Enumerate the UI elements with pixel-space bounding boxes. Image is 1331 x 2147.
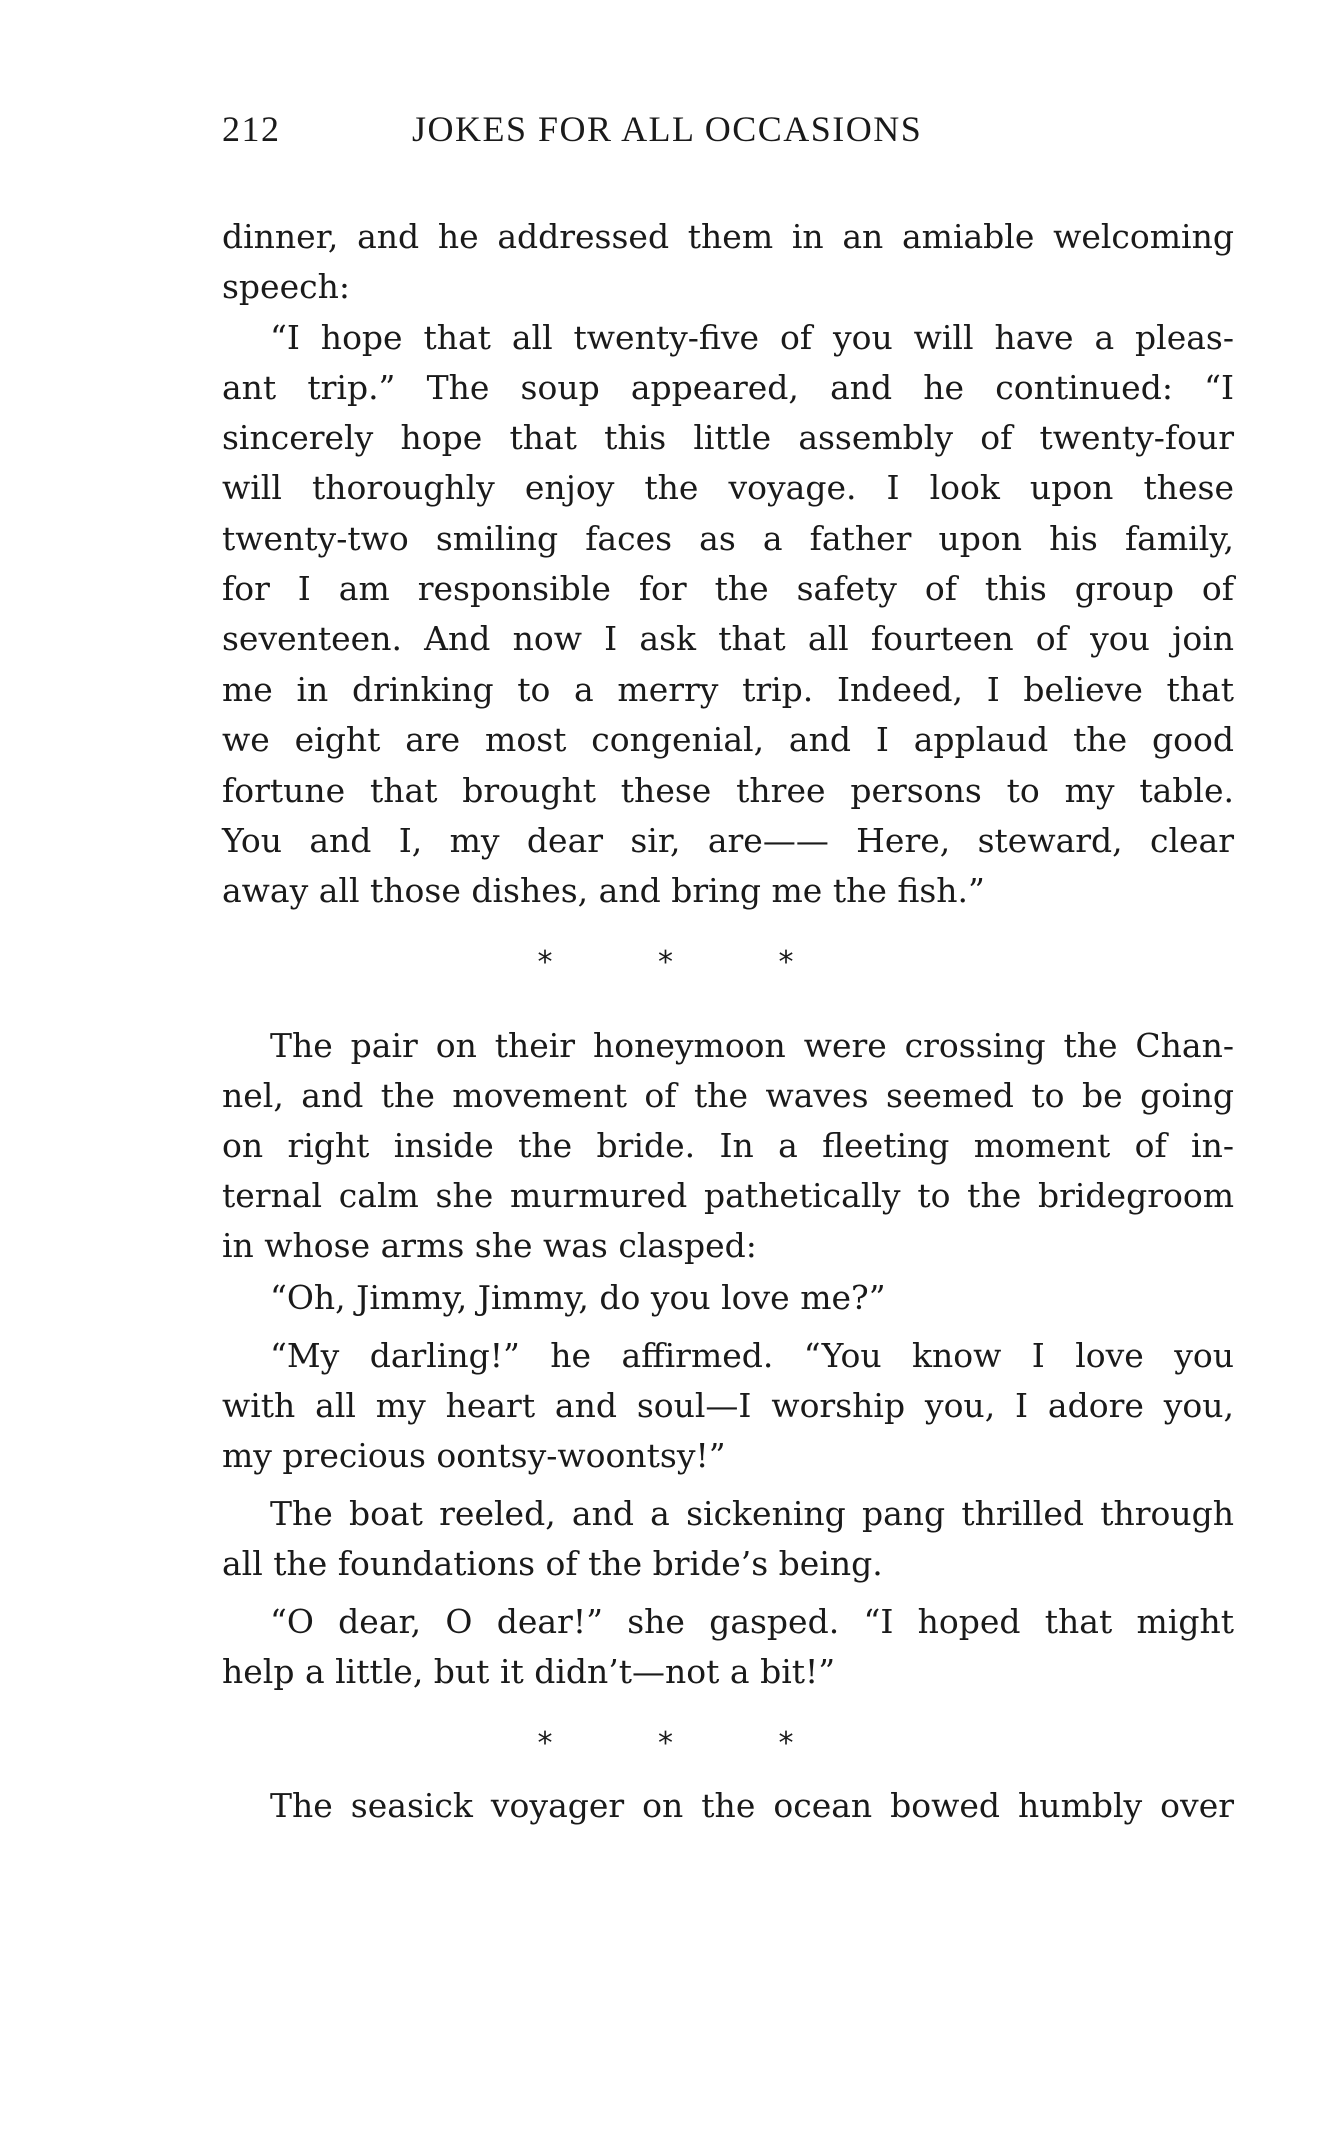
- text-line: with all my heart and soul—I worship you, I adore you,: [222, 1386, 1234, 1425]
- page-header: [222, 108, 1234, 152]
- text-line: all the foundations of the bride’s being.: [222, 1544, 883, 1583]
- text-line: my precious oontsy-woontsy!”: [222, 1436, 726, 1475]
- text-line: will thoroughly enjoy the voyage. I look upon these: [222, 468, 1234, 507]
- text-line: The seasick voyager on the ocean bowed humbly over: [270, 1786, 1234, 1825]
- text-line: “O dear, O dear!” she gasped. “I hoped that might: [270, 1602, 1234, 1641]
- text-line: in whose arms she was clasped:: [222, 1226, 757, 1265]
- text-line: “I hope that all twenty-five of you will have a pleas-: [270, 318, 1234, 357]
- text-line: You and I, my dear sir, are—— Here, steward, clear: [222, 821, 1234, 860]
- text-line: The boat reeled, and a sickening pang thrilled through: [270, 1494, 1234, 1533]
- text-line: nel, and the movement of the waves seemed to be going: [222, 1076, 1234, 1115]
- text-line: we eight are most congenial, and I applaud the good: [222, 720, 1234, 759]
- page-number: 212: [222, 109, 281, 149]
- text-line: seventeen. And now I ask that all fourteen of you join: [222, 619, 1234, 658]
- text-line: sincerely hope that this little assembly of twenty-four: [222, 418, 1234, 457]
- section-separator: * * *: [537, 1726, 842, 1761]
- text-line: “My darling!” he affirmed. “You know I love you: [270, 1336, 1234, 1375]
- text-line: me in drinking to a merry trip. Indeed, I believe that: [222, 670, 1234, 709]
- text-line: fortune that brought these three persons to my table.: [222, 771, 1234, 810]
- text-line: “Oh, Jimmy, Jimmy, do you love me?”: [270, 1278, 886, 1317]
- running-title: JOKES FOR ALL OCCASIONS: [412, 109, 923, 149]
- text-line: speech:: [222, 267, 350, 306]
- section-separator: * * *: [537, 945, 842, 980]
- text-line: The pair on their honeymoon were crossing the Chan-: [270, 1026, 1234, 1065]
- text-line: for I am responsible for the safety of this group of: [222, 569, 1234, 608]
- text-line: away all those dishes, and bring me the fish.”: [222, 871, 985, 910]
- text-line: ant trip.” The soup appeared, and he continued: “I: [222, 368, 1234, 407]
- text-line: on right inside the bride. In a fleeting moment of in-: [222, 1126, 1234, 1165]
- text-line: help a little, but it didn’t—not a bit!”: [222, 1652, 836, 1691]
- text-line: ternal calm she murmured pathetically to the bridegroom: [222, 1176, 1234, 1215]
- text-line: dinner, and he addressed them in an amiable welcoming: [222, 217, 1234, 256]
- text-line: twenty-two smiling faces as a father upon his family,: [222, 519, 1234, 558]
